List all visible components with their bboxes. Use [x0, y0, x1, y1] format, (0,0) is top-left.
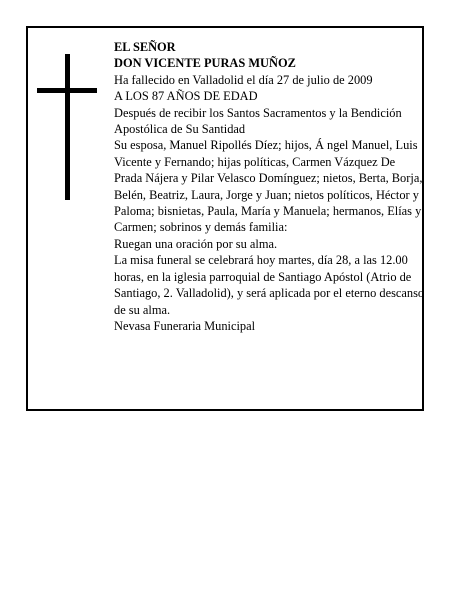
prayer-request: Ruegan una oración por su alma.: [114, 236, 278, 251]
funeral-details: La misa funeral se celebrará hoy martes, día 28, a las 12.00 horas, en la iglesia parroquial de Santiago Apóstol (Atrio de Santiago, 2. Valladolid), y será aplicada por el eterno descanso de su alma.: [114, 253, 425, 317]
deceased-name: DON VICENTE PURAS MUÑOZ: [114, 56, 296, 71]
obituary-notice: [26, 26, 424, 411]
funeral-home: Nevasa Funeraria Municipal: [114, 318, 256, 333]
sacraments-text: Después de recibir los Santos Sacramentos y la Bendición Apostólica de Su Santidad: [114, 105, 402, 137]
notice-title: EL SEÑOR: [114, 40, 176, 54]
family-list: Su esposa, Manuel Ripollés Díez; hijos, Á ngel Manuel, Luis Vicente y Fernando; hijas políticas, Carmen Vázquez De Prada Nájera y Pilar Velasco Domínguez; nietos, Berta, Borja, Belén, Beatriz, Laura, Jorge y Juan; nietos políticos, Héctor y Paloma; bisnietas, Paula, María y Manuela; hermanos, Elías y Carmen; sobrinos y demás familia:: [114, 138, 423, 235]
cross-vertical-bar: [65, 54, 70, 200]
death-info: Ha fallecido en Valladolid el día 27 de julio de 2009: [114, 72, 373, 87]
cross-icon: [37, 54, 97, 200]
obituary-text: [114, 39, 426, 334]
age-at-death: A LOS 87 AÑOS DE EDAD: [114, 89, 258, 104]
cross-horizontal-bar: [37, 88, 97, 93]
